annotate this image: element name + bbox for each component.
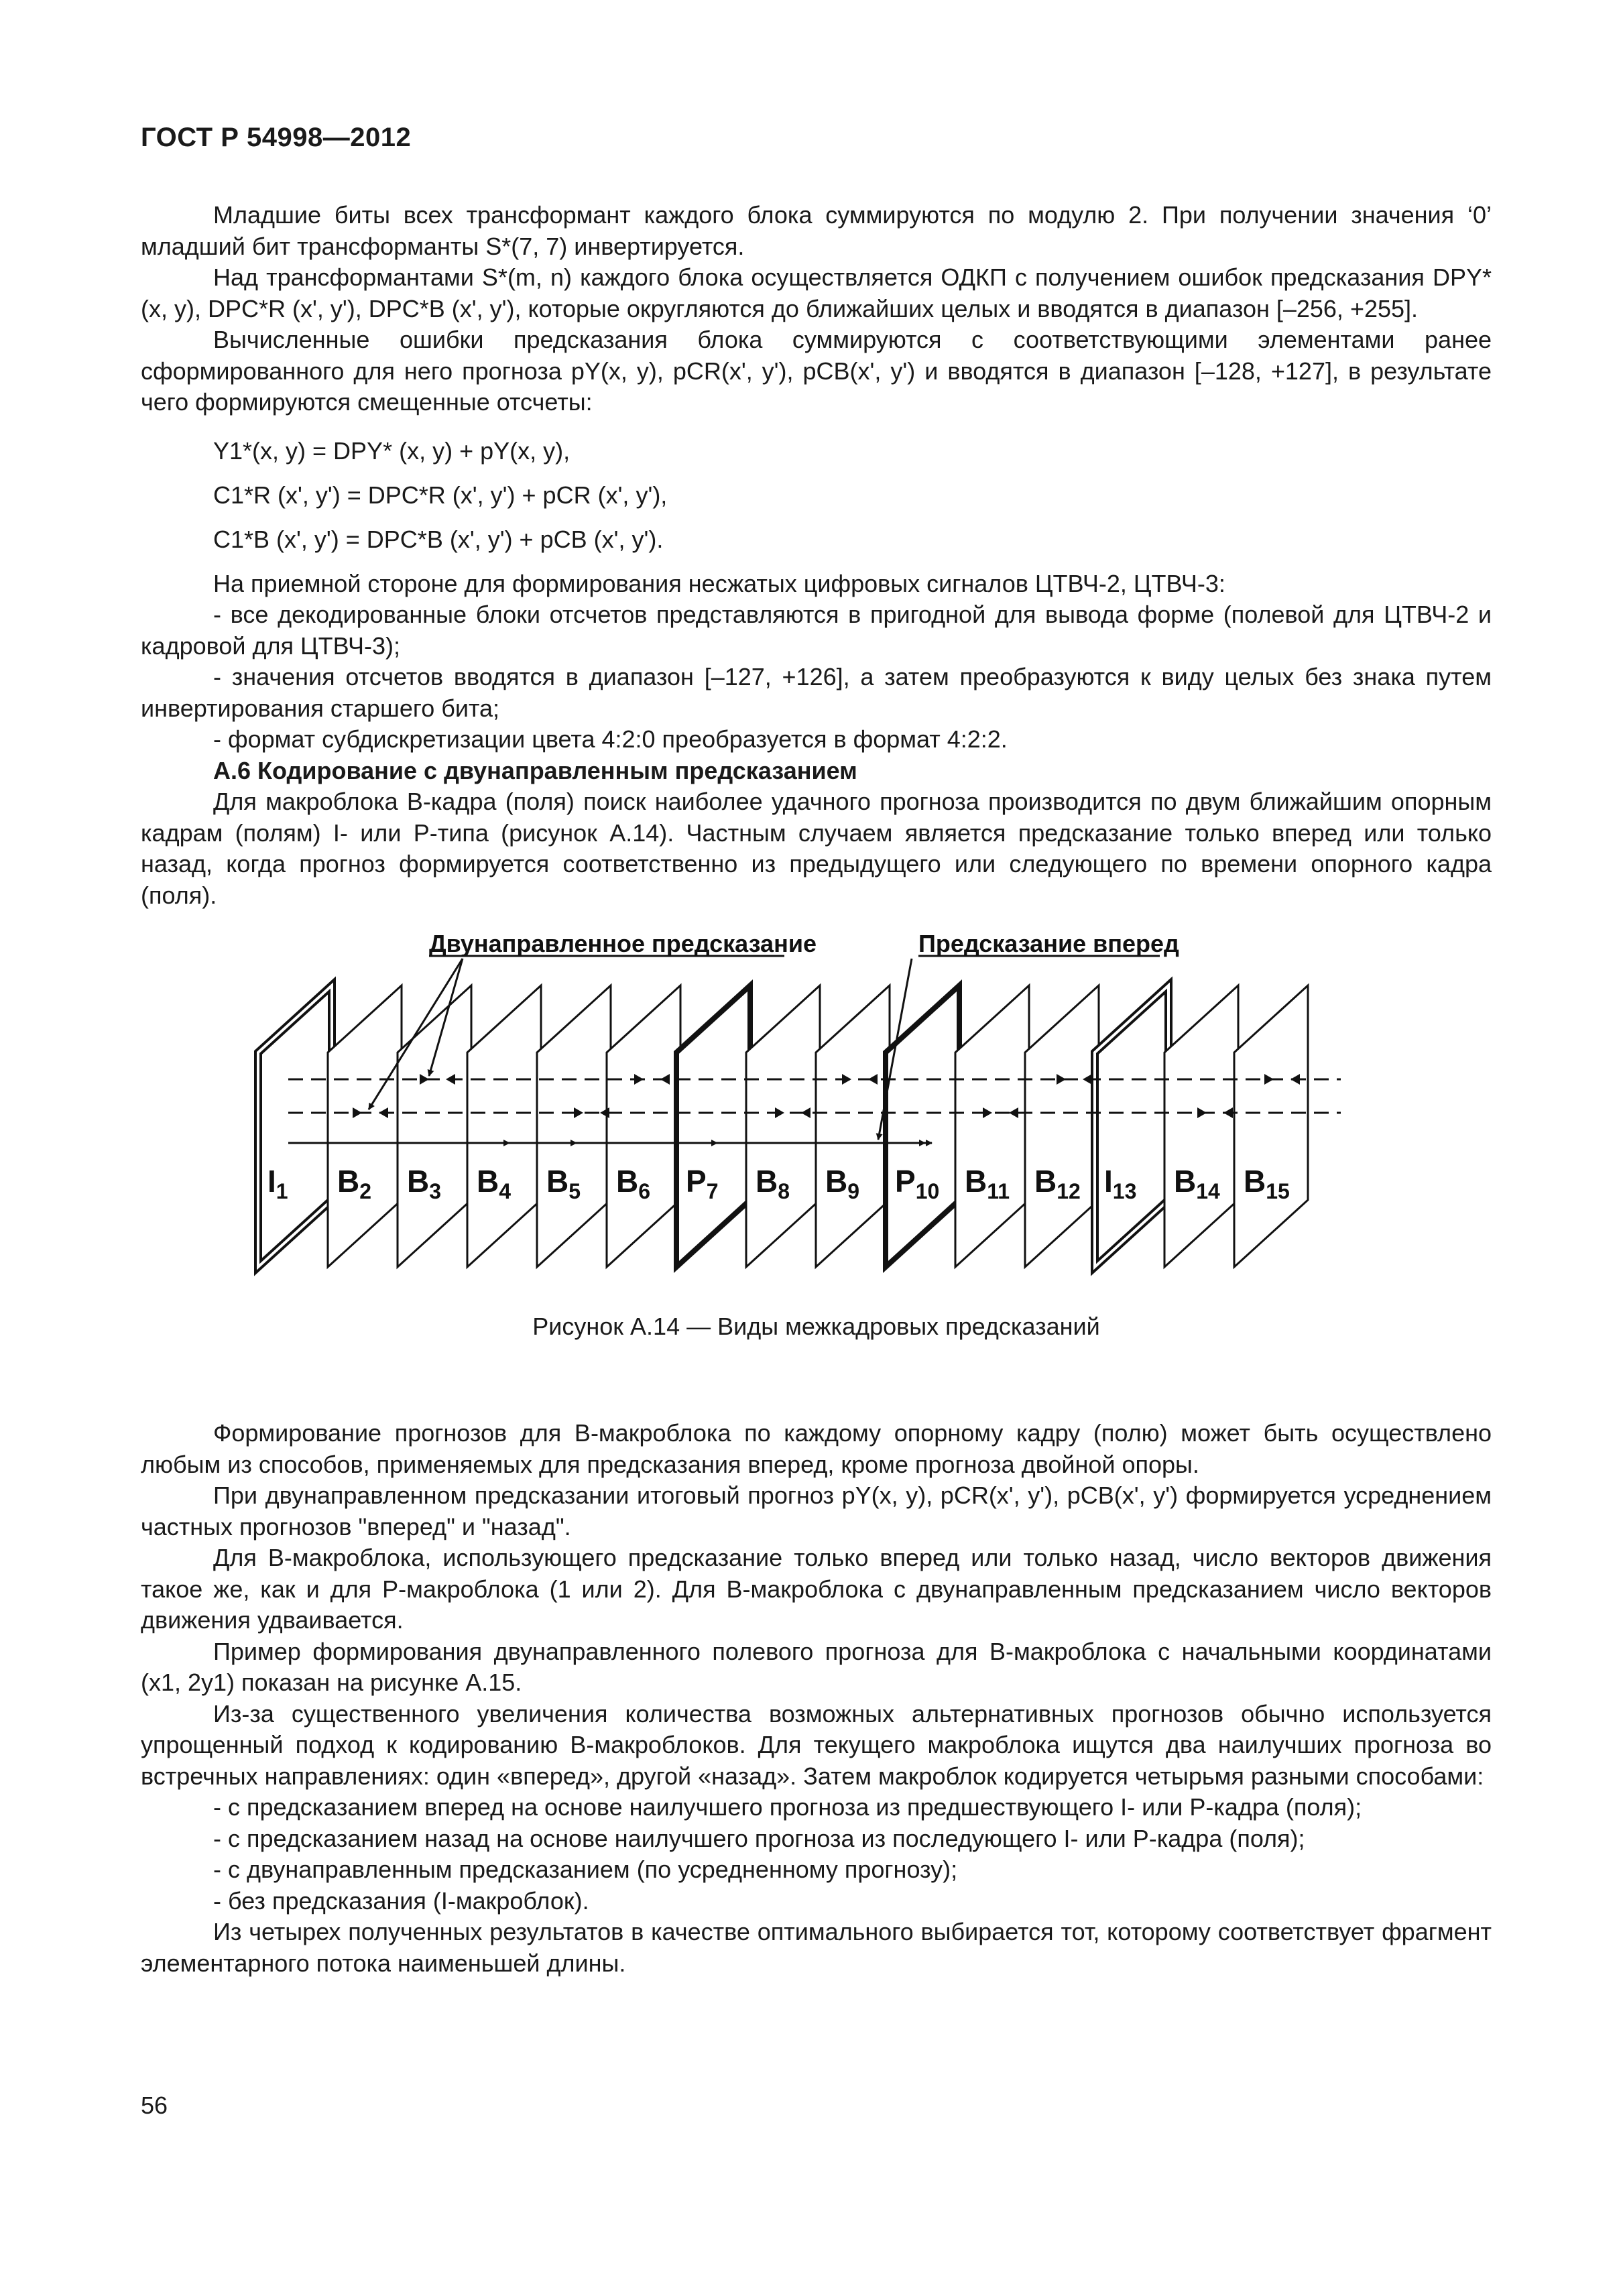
list-item: - с двунаправленным предсказанием (по усредненному прогнозу); bbox=[213, 1856, 958, 1883]
frame-label: $P_7$ bbox=[686, 1164, 719, 1203]
frame-label: $B_5$ bbox=[546, 1164, 581, 1203]
frame-label: $B_3$ bbox=[407, 1164, 442, 1203]
paragraph: Для B-макроблока, использующего предсказание только вперед или только назад, число векторов движения такое же, как и для P-макроблока (1 или 2). Для B-макроблока с двунаправленным предсказанием число векторов движения удваивается. bbox=[141, 1544, 1492, 1634]
frame-b6 bbox=[607, 985, 680, 1267]
list-item: - без предсказания (I-макроблок). bbox=[213, 1886, 589, 1915]
paragraph: При двунаправленном предсказании итоговый прогноз pY(x, y), pCR(x', y'), pCB(x', y') формируется усреднением частных прогнозов "вперед" и "назад". bbox=[141, 1482, 1492, 1540]
label-bidirectional: Двунаправленное предсказание bbox=[429, 930, 817, 957]
paragraph: Из четырех полученных результатов в качестве оптимального выбирается тот, которому соответствует фрагмент элементарного потока наименьшей длины. bbox=[141, 1918, 1492, 1977]
frame-label: $B_{15}$ bbox=[1244, 1164, 1290, 1203]
paragraph: Вычисленные ошибки предсказания блока суммируются с соответствующими элементами ранее сформированного для него прогноза pY(x, y), pCR(x', y'), pCB(x', y') и вводятся в диапазон [–128, +127], в результате чего формируются смещенные отсчеты: bbox=[141, 326, 1492, 416]
frame-b5 bbox=[537, 985, 611, 1267]
page-number: 56 bbox=[141, 2092, 168, 2119]
list-item: - формат субдискретизации цвета 4:2:0 преобразуется в формат 4:2:2. bbox=[213, 725, 1008, 753]
list-item: - с предсказанием вперед на основе наилучшего прогноза из предшествующего I- или P-кадра (поля); bbox=[213, 1793, 1362, 1821]
paragraph: Младшие биты всех трансформант каждого блока суммируются по модулю 2. При получении значения ‘0’ младший бит трансформанты S*(7, 7) инвертируется. bbox=[141, 201, 1492, 260]
frame-i1 bbox=[258, 985, 332, 1267]
frame-b8 bbox=[746, 985, 820, 1267]
formula-c1b: C1*B (x', y') = DPC*B (x', y') + pCB (x', y'). bbox=[213, 525, 664, 553]
frame-p7 bbox=[676, 985, 750, 1267]
frame-p10 bbox=[886, 985, 959, 1267]
document-header: ГОСТ Р 54998—2012 bbox=[141, 123, 412, 152]
text-block-bottom bbox=[141, 1418, 1492, 1979]
frame-label: $B_2$ bbox=[337, 1164, 372, 1203]
frame-label: $B_4$ bbox=[477, 1164, 512, 1203]
paragraph: Формирование прогнозов для B-макроблока по каждому опорному кадру (полю) может быть осуществлено любым из способов, применяемых для предсказания вперед, кроме прогноза двойной опоры. bbox=[141, 1419, 1492, 1478]
paragraph: Пример формирования двунаправленного полевого прогноза для B-макроблока с начальными координатами (x1, 2y1) показан на рисунке А.15. bbox=[141, 1637, 1492, 1696]
list-item: - с предсказанием назад на основе наилучшего прогноза из последующего I- или P-кадра (поля); bbox=[213, 1824, 1305, 1852]
frame-b4 bbox=[467, 985, 541, 1267]
frame-b14 bbox=[1164, 985, 1238, 1267]
frame-label: $B_{14}$ bbox=[1174, 1164, 1220, 1203]
frame-i13 bbox=[1095, 985, 1168, 1267]
frame-label: $I_1$ bbox=[267, 1164, 288, 1203]
frame-label: $B_8$ bbox=[756, 1164, 790, 1203]
frame-label: $B_{11}$ bbox=[965, 1164, 1010, 1203]
section-heading: А.6 Кодирование с двунаправленным предсказанием bbox=[213, 756, 857, 784]
frame-b9 bbox=[816, 985, 890, 1267]
list-item: - все декодированные блоки отсчетов представляются в пригодной для вывода форме (полевой для ЦТВЧ-2 и кадровой для ЦТВЧ-3); bbox=[141, 601, 1492, 660]
formula-c1r: C1*R (x', y') = DPC*R (x', y') + pCR (x', y'), bbox=[213, 481, 668, 509]
frame-label: $B_6$ bbox=[616, 1164, 651, 1203]
frame-b12 bbox=[1025, 985, 1099, 1267]
paragraph: На приемной стороне для формирования несжатых цифровых сигналов ЦТВЧ-2, ЦТВЧ-3: bbox=[213, 569, 1225, 597]
frame-label: $B_{12}$ bbox=[1034, 1164, 1081, 1203]
frame-b15 bbox=[1234, 985, 1308, 1267]
formula-y1: Y1*(x, y) = DPY* (x, y) + pY(x, y), bbox=[213, 436, 570, 465]
list-item: - значения отсчетов вводятся в диапазон [–127, +126], а затем преобразуются к виду целых без знака путем инвертирования старшего бита; bbox=[141, 663, 1492, 722]
label-forward: Предсказание вперед bbox=[918, 930, 1179, 957]
frame-label: $I_{13}$ bbox=[1104, 1164, 1137, 1203]
figure-caption: Рисунок А.14 — Виды межкадровых предсказаний bbox=[532, 1313, 1100, 1340]
frame-b2 bbox=[328, 985, 402, 1267]
paragraph: Над трансформантами S*(m, n) каждого блока осуществляется ОДКП с получением ошибок предсказания DPY*(x, y), DPC*R (x', y'), DPC*B (x', y'), которые округляются до ближайших целых и вводятся в диапазон [–256, +255]. bbox=[141, 263, 1492, 322]
frame-b11 bbox=[955, 985, 1029, 1267]
frame-b3 bbox=[398, 985, 471, 1267]
frame-label: $B_9$ bbox=[825, 1164, 860, 1203]
paragraph: Для макроблока B-кадра (поля) поиск наиболее удачного прогноза производится по двум ближайшим опорным кадрам (полям) I- или P-типа (рисунок А.14). Частным случаем является предсказание только вперед или только назад, когда прогноз формируется соответственно из предыдущего или следующего по времени опорного кадра (поля). bbox=[141, 788, 1492, 909]
paragraph: Из-за существенного увеличения количества возможных альтернативных прогнозов обычно используется упрощенный подход к кодированию B-макроблоков. Для текущего макроблока ищутся два наилучших прогноза во встречных направлениях: один «вперед», другой «назад». Затем макроблок кодируется четырьмя разными способами: bbox=[141, 1699, 1492, 1790]
frame-label: $P_{10}$ bbox=[895, 1164, 940, 1203]
